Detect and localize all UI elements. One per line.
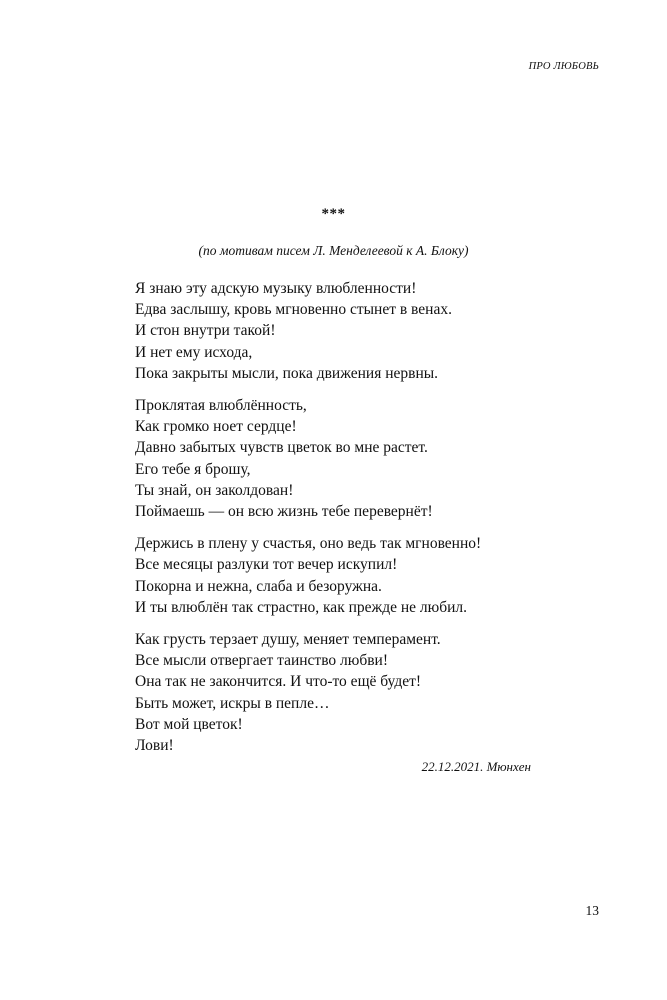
poem-line: Все мысли отвергает таинство любви!: [135, 652, 389, 670]
poem-line: И ты влюблён так страстно, как прежде не любил.: [135, 598, 468, 616]
poem-line: Его тебе я брошу,: [135, 460, 251, 478]
stanza: [135, 395, 595, 522]
poem-body: [135, 278, 595, 767]
poem-line: Вот мой цветок!: [135, 715, 243, 733]
stanza: [135, 629, 595, 756]
section-asterisms: ***: [321, 206, 346, 222]
poem-line: Я знаю эту адскую музыку влюбленности!: [135, 280, 417, 297]
poem-line: Лови!: [135, 737, 174, 755]
poem-line: Все месяцы разлуки тот вечер искупил!: [135, 556, 398, 574]
poem-line: Едва заслышу, кровь мгновенно стынет в венах.: [135, 301, 452, 319]
poem-line: Быть может, искры в пепле…: [135, 694, 330, 712]
page-number: 13: [585, 903, 599, 918]
poem-line: Как громко ноет сердце!: [135, 418, 297, 436]
poem-line: И стон внутри такой!: [135, 322, 276, 340]
poem-line: Как грусть терзает душу, меняет темперамент.: [135, 631, 441, 649]
poem-line: Проклятая влюблённость,: [135, 397, 307, 415]
poem-line: Давно забытых чувств цветок во мне растет.: [135, 439, 428, 457]
poem-line: Пока закрыты мысли, пока движения нервны.: [135, 364, 439, 382]
poem-line: Она так не закончится. И что-то ещё будет!: [135, 673, 422, 691]
poem-date-place: 22.12.2021. Мюнхен: [421, 759, 531, 774]
poem-line: Поймаешь — он всю жизнь тебе перевернёт!: [135, 503, 433, 521]
running-head: ПРО ЛЮБОВЬ: [528, 61, 599, 72]
stanza: [135, 533, 595, 618]
poem-line: Держись в плену у счастья, оно ведь так мгновенно!: [135, 535, 482, 553]
poem-epigraph: (по мотивам писем Л. Менделеевой к А. Блоку): [198, 243, 469, 258]
poem-line: Ты знай, он заколдован!: [135, 481, 294, 499]
poem-line: И нет ему исхода,: [135, 343, 253, 361]
stanza: [135, 278, 595, 384]
poem-line: Покорна и нежна, слаба и безоружна.: [135, 577, 382, 595]
